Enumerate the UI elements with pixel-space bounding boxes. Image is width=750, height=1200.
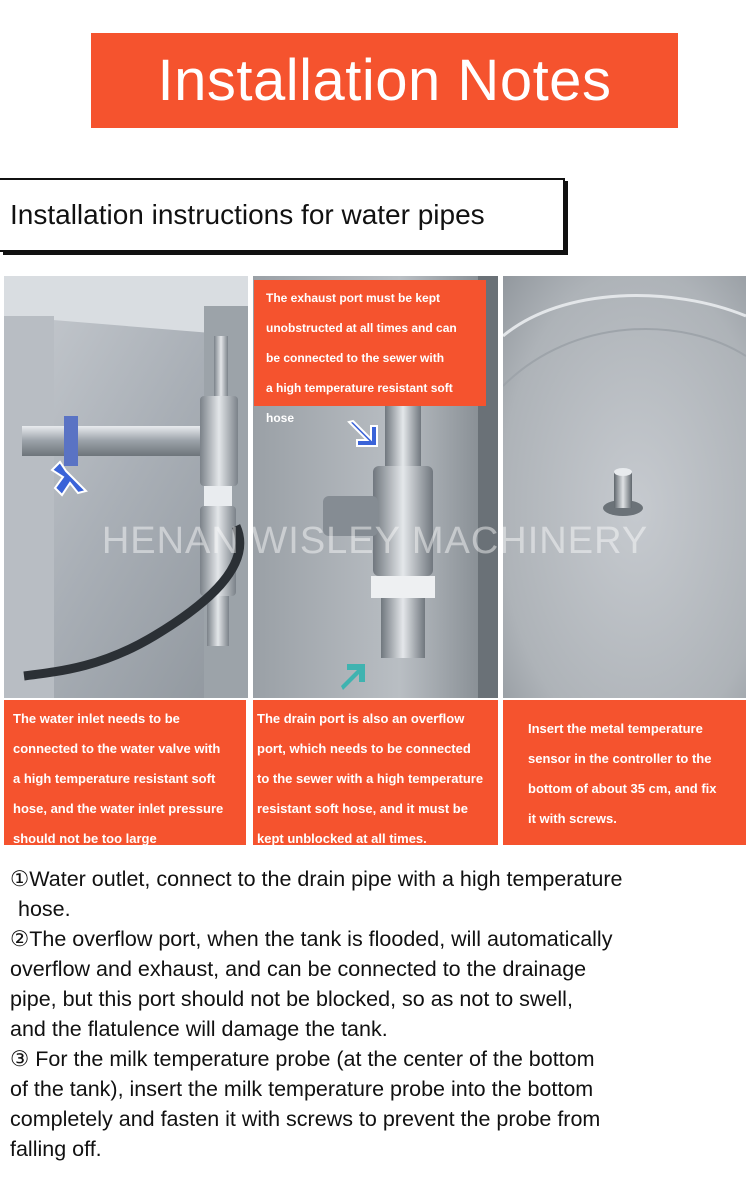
note-line: a high temperature resistant soft hose	[266, 381, 453, 425]
installation-notes-body	[10, 864, 745, 1164]
photo-water-inlet	[4, 276, 248, 698]
caption-line: kept unblocked at all times.	[257, 831, 427, 846]
body-line: overflow and exhaust, and can be connected to the drainage	[10, 957, 587, 981]
body-line: hose.	[18, 897, 71, 921]
section-subtitle: Installation instructions for water pipes	[0, 178, 565, 252]
note-line: The exhaust port must be kept	[266, 291, 441, 305]
caption-line: Insert the metal temperature	[528, 721, 703, 736]
body-line: ①Water outlet, connect to the drain pipe with a high temperature	[10, 867, 623, 891]
caption-line: bottom of about 35 cm, and fix	[528, 781, 717, 796]
caption-line: resistant soft hose, and it must be	[257, 801, 468, 816]
body-line: falling off.	[10, 1137, 102, 1161]
caption-line: The drain port is also an overflow	[257, 711, 465, 726]
body-line: pipe, but this port should not be blocked, so as not to swell,	[10, 987, 573, 1011]
note-line: be connected to the sewer with	[266, 351, 445, 365]
body-line: ③ For the milk temperature probe (at the center of the bottom	[10, 1047, 595, 1071]
caption-line: hose, and the water inlet pressure	[13, 801, 224, 816]
watermark: HENAN WISLEY MACHINERY	[101, 520, 649, 562]
body-line: ②The overflow port, when the tank is flooded, will automatically	[10, 927, 613, 951]
caption-line: a high temperature resistant soft	[13, 771, 216, 786]
caption-line: connected to the water valve with	[13, 741, 221, 756]
caption-temperature-sensor	[503, 700, 746, 845]
body-line: and the flatulence will damage the tank.	[10, 1017, 388, 1041]
photo-temperature-sensor	[503, 276, 746, 698]
caption-line: The water inlet needs to be	[13, 711, 180, 726]
caption-line: it with screws.	[528, 811, 617, 826]
caption-drain-port	[253, 700, 498, 845]
caption-line: to the sewer with a high temperature	[257, 771, 484, 786]
caption-line: should not be too large	[13, 831, 157, 846]
note-line: unobstructed at all times and can	[266, 321, 457, 335]
caption-water-inlet	[4, 700, 246, 845]
page-title: Installation Notes	[91, 33, 678, 128]
body-line: of the tank), insert the milk temperature probe into the bottom	[10, 1077, 594, 1101]
body-line: completely and fasten it with screws to prevent the probe from	[10, 1107, 601, 1131]
caption-line: sensor in the controller to the	[528, 751, 712, 766]
caption-line: port, which needs to be connected	[257, 741, 471, 756]
exhaust-port-note	[254, 280, 486, 425]
